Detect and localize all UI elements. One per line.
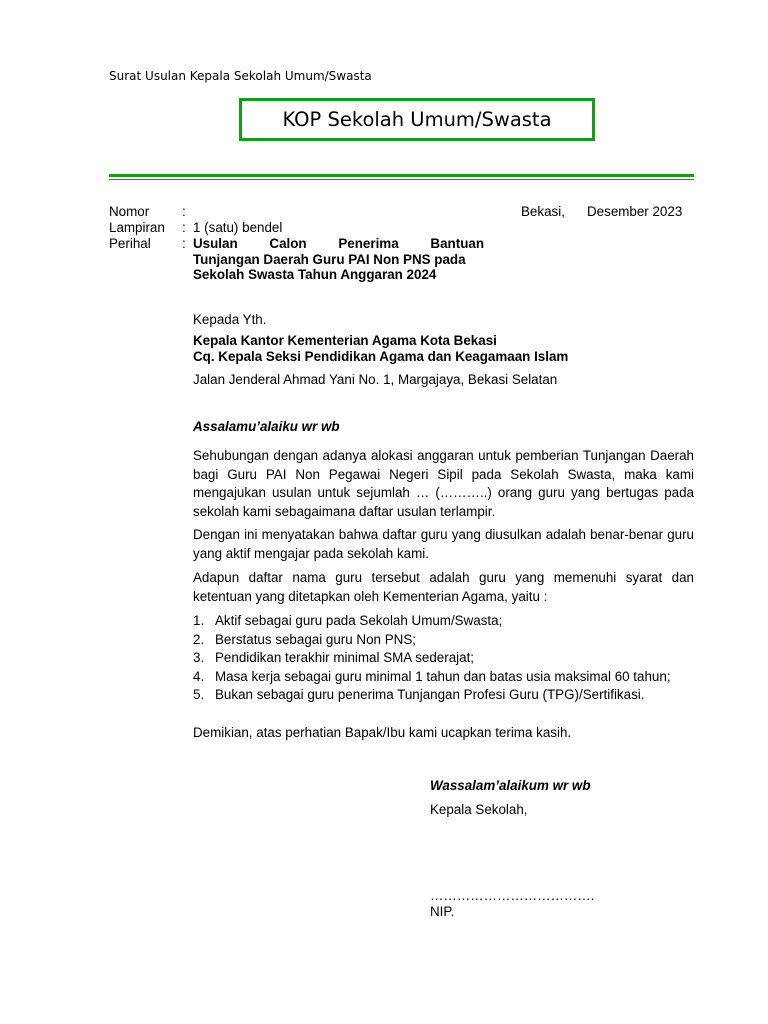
list-item [193, 668, 694, 687]
list-item-text: Pendidikan terakhir minimal SMA sederajat; [215, 650, 475, 665]
perihal-line-2: Tunjangan Daerah Guru PAI Non PNS pada [193, 251, 466, 267]
perihal-value [193, 236, 484, 283]
list-item [193, 649, 694, 668]
letterhead-divider-thick [109, 174, 694, 177]
perihal-label: Perihal [109, 236, 151, 251]
perihal-line-3: Sekolah Swasta Tahun Anggaran 2024 [193, 267, 437, 282]
letterhead-divider-thin [109, 179, 694, 180]
recipient-address: Jalan Jenderal Ahmad Yani No. 1, Margajaya, Bekasi Selatan [193, 372, 558, 387]
perihal-line-1: Usulan Calon Penerima Bantuan [193, 236, 484, 251]
list-item-number: 2. [193, 631, 205, 647]
list-item-number: 4. [193, 668, 205, 684]
letter-date: Desember 2023 [587, 204, 683, 219]
list-item [193, 631, 694, 650]
list-item [193, 612, 694, 631]
closing-salutation: Wassalam’alaikum wr wb [430, 778, 591, 793]
letterhead-title: KOP Sekolah Umum/Swasta [282, 108, 552, 131]
signature-title: Kepala Sekolah, [430, 802, 528, 817]
body-paragraph-3: Adapun daftar nama guru tersebut adalah guru yang memenuhi syarat dan ketentuan yang ditetapkan oleh Kementerian Agama, yaitu : [193, 570, 694, 604]
list-item-text: Bukan sebagai guru penerima Tunjangan Profesi Guru (TPG)/Sertifikasi. [215, 687, 645, 702]
recipient-line-1: Kepala Kantor Kementerian Agama Kota Bekasi [193, 333, 497, 348]
lampiran-label: Lampiran [109, 220, 165, 235]
list-item-number: 3. [193, 650, 205, 665]
letterhead-box [239, 98, 595, 141]
list-item-text: Aktif sebagai guru pada Sekolah Umum/Swasta; [215, 613, 503, 628]
perihal-colon: : [182, 236, 186, 251]
lampiran-value: 1 (satu) bendel [193, 220, 283, 235]
signature-nip: NIP. [430, 904, 455, 919]
list-item-text: Berstatus sebagai guru Non PNS; [215, 631, 416, 647]
letter-place: Bekasi, [521, 204, 565, 219]
list-item-number: 5. [193, 687, 205, 702]
requirements-list [193, 612, 694, 705]
nomor-colon: : [182, 204, 186, 219]
document-header-note: Surat Usulan Kepala Sekolah Umum/Swasta [109, 69, 372, 83]
opening-salutation: Assalamu’alaiku wr wb [193, 419, 340, 434]
body-paragraph-2: Dengan ini menyatakan bahwa daftar guru yang diusulkan adalah benar-benar guru yang aktif mengajar pada sekolah kami. [193, 527, 694, 561]
nomor-label: Nomor [109, 204, 150, 219]
signature-line: ………………………………. [430, 888, 595, 903]
closing-paragraph: Demikian, atas perhatian Bapak/Ibu kami ucapkan terima kasih. [193, 725, 572, 740]
body-paragraph-1: Sehubungan dengan adanya alokasi anggaran untuk pemberian Tunjangan Daerah bagi Guru PAI Non Pegawai Negeri Sipil pada Sekolah Swasta, maka kami mengajukan usulan untuk sejumlah … (………..) orang guru yang bertugas pada sekolah kami sebagaimana daftar usulan terlampir. [193, 448, 694, 519]
recipient-greeting: Kepada Yth. [193, 312, 267, 327]
lampiran-colon: : [182, 220, 186, 235]
list-item [193, 686, 694, 705]
list-item-number: 1. [193, 613, 205, 628]
recipient-line-2: Cq. Kepala Seksi Pendidikan Agama dan Keagamaan Islam [193, 349, 569, 364]
list-item-text: Masa kerja sebagai guru minimal 1 tahun dan batas usia maksimal 60 tahun; [215, 668, 671, 684]
